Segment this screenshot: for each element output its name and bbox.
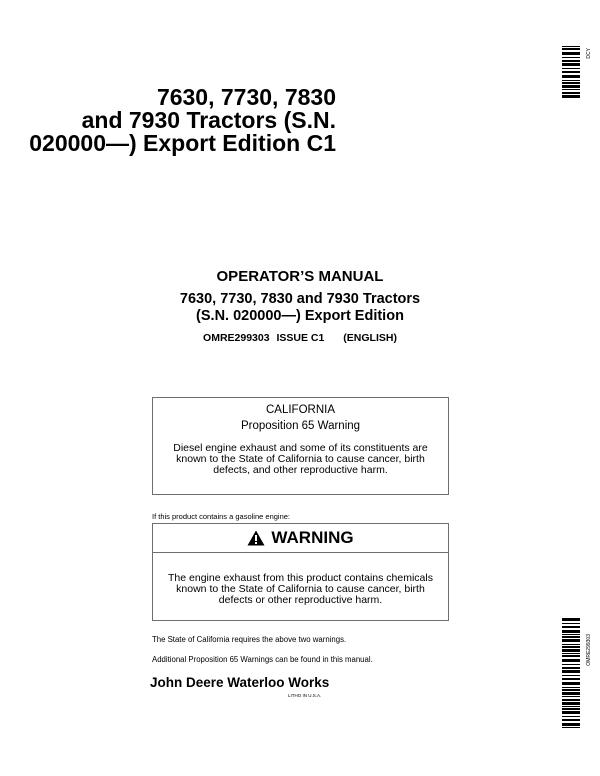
- warning-body: [152, 552, 449, 621]
- gasoline-note: If this product contains a gasoline engine:: [152, 512, 291, 521]
- barcode-bar: [562, 644, 580, 645]
- barcode-bar: [562, 57, 580, 58]
- barcode-bar: [562, 675, 580, 676]
- barcode-bar: [562, 678, 580, 680]
- barcode-bar: [562, 63, 580, 66]
- barcode-bar: [562, 659, 580, 662]
- manual-code: OMRE299303: [203, 332, 270, 344]
- cover-title-line-1: 7630, 7730, 7830: [156, 84, 336, 110]
- barcode-bar: [562, 636, 580, 638]
- barcode-bar: [562, 653, 580, 654]
- additional-note: Additional Proposition 65 Warnings can be found in this manual.: [152, 655, 373, 664]
- barcode-bar: [562, 95, 580, 98]
- barcode-bar: [562, 634, 580, 635]
- barcode-bar: [562, 699, 580, 701]
- barcode-bar: [562, 82, 580, 84]
- barcode-bar: [562, 52, 580, 55]
- barcode-bar: [562, 68, 580, 69]
- cover-title-line-3: 020000—) Export Edition C1: [29, 130, 336, 156]
- barcode-bar: [562, 89, 580, 90]
- barcode-bar: [562, 80, 580, 81]
- california-title: CALIFORNIA: [265, 404, 335, 416]
- cover-title-line-2: and 7930 Tractors (S.N.: [81, 107, 336, 133]
- warning-header: [152, 523, 449, 553]
- california-text: Diesel engine exhaust and some of its constituents are known to the State of California to cause cancer, birth defects, and other reproductive harm.: [173, 442, 428, 476]
- litho-note: LITHO IN U.S.A.: [288, 693, 322, 698]
- barcode-bar: [562, 667, 580, 669]
- top-barcode-code: DCY: [586, 48, 592, 59]
- barcode-bar: [562, 719, 580, 721]
- top-barcode-bars: [562, 46, 580, 98]
- barcode-bar: [562, 630, 580, 633]
- barcode-bar: [562, 92, 580, 94]
- bottom-barcode-bars: [562, 618, 580, 730]
- barcode-bar: [562, 626, 580, 628]
- barcode-bar: [562, 85, 580, 88]
- barcode-bar: [562, 711, 580, 714]
- barcode-bar: [562, 687, 580, 688]
- barcode-bar: [562, 649, 580, 652]
- manual-code-line: [150, 332, 450, 344]
- top-barcode: [562, 46, 594, 98]
- warning-text: The engine exhaust from this product contains chemicals known to the State of California to cause cancer, birth defects or other reproductive harm.: [168, 572, 433, 606]
- barcode-bar: [562, 670, 580, 673]
- barcode-bar: [562, 623, 580, 624]
- barcode-bar: [562, 716, 580, 717]
- barcode-bar: [562, 646, 580, 648]
- barcode-bar: [562, 655, 580, 657]
- barcode-bar: [562, 696, 580, 697]
- barcode-bar: [562, 689, 580, 691]
- warning-heading: WARNING: [271, 528, 354, 547]
- bottom-barcode-code: OMRE299303: [586, 634, 592, 666]
- barcode-bar: [562, 639, 580, 642]
- barcode-bar: [562, 727, 580, 728]
- barcode-bar: [562, 75, 580, 78]
- california-warning-box: [152, 397, 449, 495]
- manual-subtitle-line-1: 7630, 7730, 7830 and 7930 Tractors: [179, 291, 421, 307]
- manual-heading: OPERATOR’S MANUAL: [216, 268, 384, 285]
- barcode-bar: [562, 706, 580, 707]
- barcode-bar: [562, 682, 580, 685]
- manual-issue: ISSUE C1: [276, 332, 325, 344]
- barcode-bar: [562, 618, 580, 621]
- barcode-bar: [562, 60, 580, 62]
- barcode-bar: [562, 48, 580, 50]
- barcode-bar: [562, 702, 580, 705]
- warning-triangle-icon: [247, 530, 265, 546]
- barcode-bar: [562, 692, 580, 695]
- cover-title: [10, 86, 336, 155]
- barcode-bar: [562, 708, 580, 710]
- bottom-barcode: [562, 618, 594, 730]
- barcode-bar: [562, 71, 580, 73]
- barcode-bar: [562, 46, 580, 47]
- manual-subtitle: [150, 291, 450, 325]
- barcode-bar: [562, 723, 580, 726]
- requirement-note: The State of California requires the above two warnings.: [152, 635, 347, 644]
- barcode-bar: [562, 664, 580, 665]
- proposition-title: Proposition 65 Warning: [240, 420, 361, 432]
- manual-subtitle-line-2: (S.N. 020000—) Export Edition: [196, 308, 404, 324]
- works-name: John Deere Waterloo Works: [150, 675, 330, 690]
- manual-language: (ENGLISH): [343, 332, 397, 344]
